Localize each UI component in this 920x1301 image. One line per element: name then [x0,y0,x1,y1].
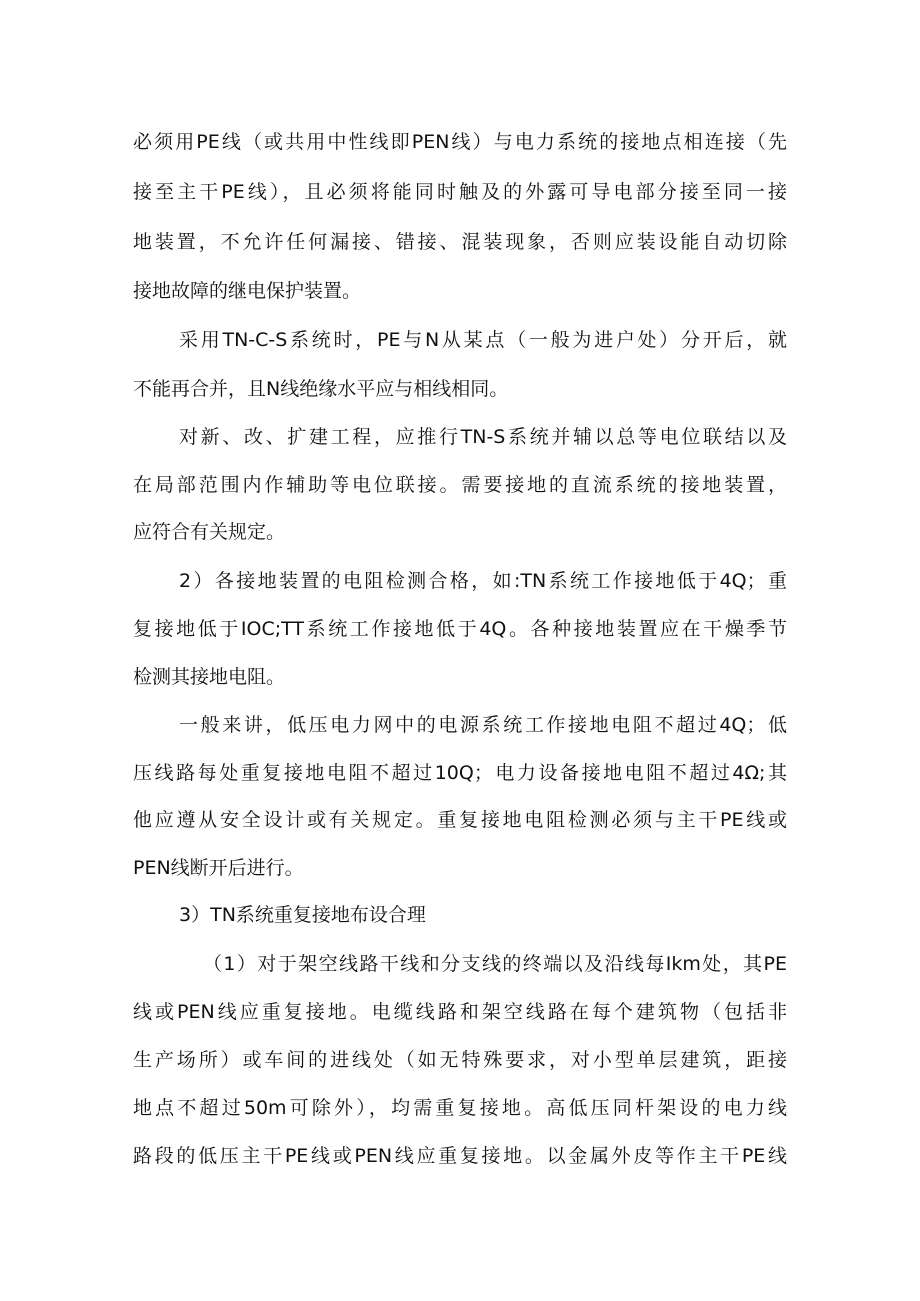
paragraph-0-line-1: 接至主干PE线），且必须将能同时触及的外露可导电部分接至同一接 [133,181,787,203]
paragraph-4-line-2: 他应遵从安全设计或有关规定。重复接地电阻检测必须与主干PE线或 [133,809,787,831]
paragraph-4-line-0: 一般来讲，低压电力网中的电源系统工作接地电阻不超过4Q；低 [179,714,787,736]
section-heading: 3）TN系统重复接地布设合理 [179,904,426,926]
paragraph-2-line-2: 应符合有关规定。 [133,521,286,543]
paragraph-2-line-0: 对新、改、扩建工程，应推行TN-S系统并辅以总等电位联结以及 [179,426,787,448]
paragraph-3-line-1: 复接地低于IOC;TT系统工作接地低于4Q。各种接地装置应在干燥季节 [133,618,787,640]
paragraph-6-line-4: 路段的低压主干PE线或PEN线应重复接地。以金属外皮等作主干PE线 [133,1145,787,1167]
paragraph-6-line-0: （1）对于架空线路干线和分支线的终端以及沿线每Ikm处，其PE [203,953,787,975]
paragraph-1-line-0: 采用TN-C-S系统时，PE与N从某点（一般为进户处）分开后，就 [179,329,787,351]
paragraph-4-line-1: 压线路每处重复接地电阻不超过10Q；电力设备接地电阻不超过4Ω;其 [133,762,787,784]
paragraph-6-line-3: 地点不超过50m可除外），均需重复接地。高低压同杆架设的电力线 [133,1097,787,1119]
paragraph-3-line-2: 检测其接地电阻。 [133,666,286,688]
paragraph-0-line-0: 必须用PE线（或共用中性线即PEN线）与电力系统的接地点相连接（先 [133,131,787,153]
paragraph-1-line-1: 不能再合并，且N线绝缘水平应与相线相同。 [133,378,509,400]
paragraph-2-line-1: 在局部范围内作辅助等电位联接。需要接地的直流系统的接地装置， [133,474,787,496]
paragraph-3-line-0: 2）各接地装置的电阻检测合格，如:TN系统工作接地低于4Q；重 [179,570,787,592]
paragraph-0-line-2: 地装置，不允许任何漏接、错接、混装现象，否则应装设能自动切除 [133,231,787,253]
paragraph-6-line-2: 生产场所）或车间的进线处（如无特殊要求，对小型单层建筑，距接 [133,1049,787,1071]
paragraph-4-line-3: PEN线断开后进行。 [133,857,304,879]
paragraph-6-line-1: 线或PEN线应重复接地。电缆线路和架空线路在每个建筑物（包括非 [133,1001,787,1023]
paragraph-0-line-3: 接地故障的继电保护装置。 [133,280,362,302]
